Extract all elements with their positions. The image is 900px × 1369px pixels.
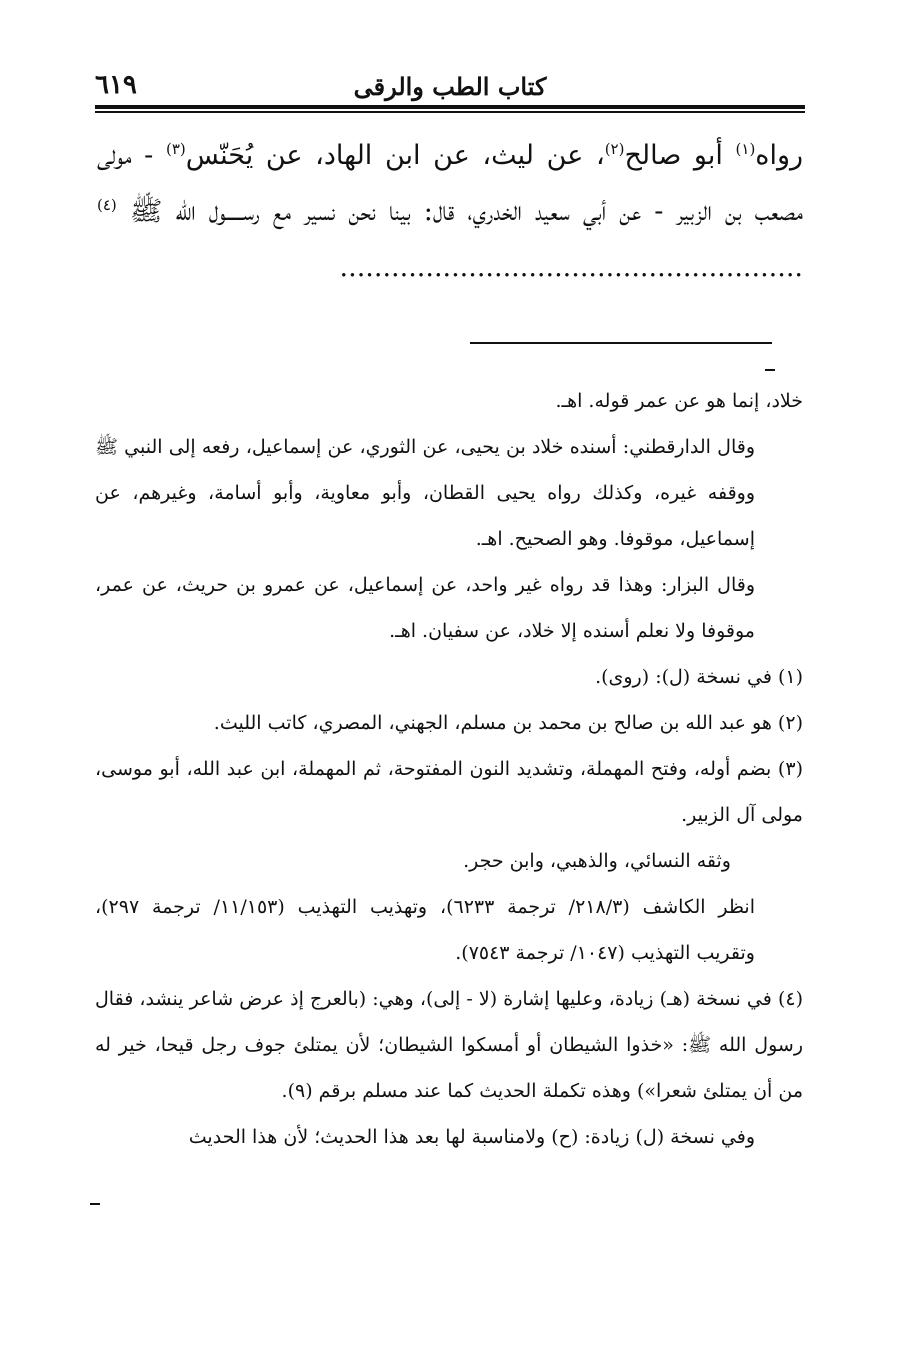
header-rule-thin — [95, 111, 805, 113]
text-segment: - مولى مصعب بن الزبير - عن أبي سعيد الخدري، قال: بينا نحن نسير مع رســـــول الله ﷺ — [97, 140, 803, 227]
continuation-mark-top — [765, 369, 775, 371]
footnote-4: (٤) في نسخة (هـ) زيادة، وعليها إشارة (لا - إلى)، وهي: (بالعرج إذ عرض شاعر ينشد، فقال رسول الله ﷺ: «خذوا الشيطان أو أمسكوا الشيطان؛ لأن يمتلئ جوف رجل قيحا، خير له من أن يمتلئ شعرا») وهذه تكملة الحديث كما عند مسلم برقم (٩). — [95, 988, 803, 1102]
footnote-continuation: خلاد، إنما هو عن عمر قوله. اهـ. — [555, 390, 803, 412]
continuation-dots: ...................................................... — [339, 252, 803, 283]
footnote-3-refs: انظر الكاشف (٢١٨/٣/ ترجمة ٦٢٣٣)، وتهذيب التهذيب (١١/١٥٣/ ترجمة ٢٩٧)، وتقريب التهذيب (١٠٤٧/ ترجمة ٧٥٤٣). — [95, 896, 755, 964]
footnote-separator — [470, 342, 772, 344]
text-segment: أبو صالح — [624, 140, 736, 171]
hadith-paragraph — [97, 128, 803, 296]
book-title: كتاب الطب والرقى — [353, 72, 547, 101]
text-segment: رواه — [755, 140, 804, 171]
footnote-4-extra: وفي نسخة (ل) زيادة: (ح) ولامناسبة لها بعد هذا الحديث؛ لأن هذا الحديث — [188, 1126, 755, 1148]
footnote-paragraph: وقال البزار: وهذا قد رواه غير واحد، عن إسماعيل، عن عمرو بن حريث، عن عمر، موقوفا ولا نعلم أسنده إلا خلاد، عن سفيان. اهـ. — [95, 574, 755, 642]
footnote-paragraph: وقال الدارقطني: أسنده خلاد بن يحيى، عن الثوري، عن إسماعيل، رفعه إلى النبي ﷺ ووقفه غيره، وكذلك رواه يحيى القطان، وأبو معاوية، وأبو أسامة، وغيرهم، عن إسماعيل، موقوفا. وهو الصحيح. اهـ. — [95, 436, 755, 550]
continuation-mark-bottom — [90, 1203, 100, 1205]
footnotes — [95, 378, 803, 1160]
header-rule-thick — [95, 105, 805, 109]
main-text — [97, 128, 803, 296]
footnote-ref-1: (١) — [735, 140, 756, 158]
footnote-ref-3: (٣) — [165, 140, 186, 158]
footnote-2: (٢) هو عبد الله بن صالح بن محمد بن مسلم، الجهني، المصري، كاتب الليث. — [213, 712, 803, 734]
footnote-3-note: وثقه النسائي، والذهبي، وابن حجر. — [463, 850, 731, 872]
page-number: ٦١٩ — [95, 70, 137, 100]
running-header — [95, 72, 805, 106]
footnote-ref-2: (٢) — [604, 140, 625, 158]
footnote-ref-4: (٤) — [97, 196, 117, 214]
text-segment: ، عن ليث، عن ابن الهاد، عن يُحَنّس — [185, 140, 605, 171]
footnote-3: (٣) بضم أوله، وفتح المهملة، وتشديد النون المفتوحة، ثم المهملة، ابن عبد الله، أبو موسى، مولى آل الزبير. — [95, 758, 803, 826]
footnote-1: (١) في نسخة (ل): (روى). — [595, 666, 803, 688]
